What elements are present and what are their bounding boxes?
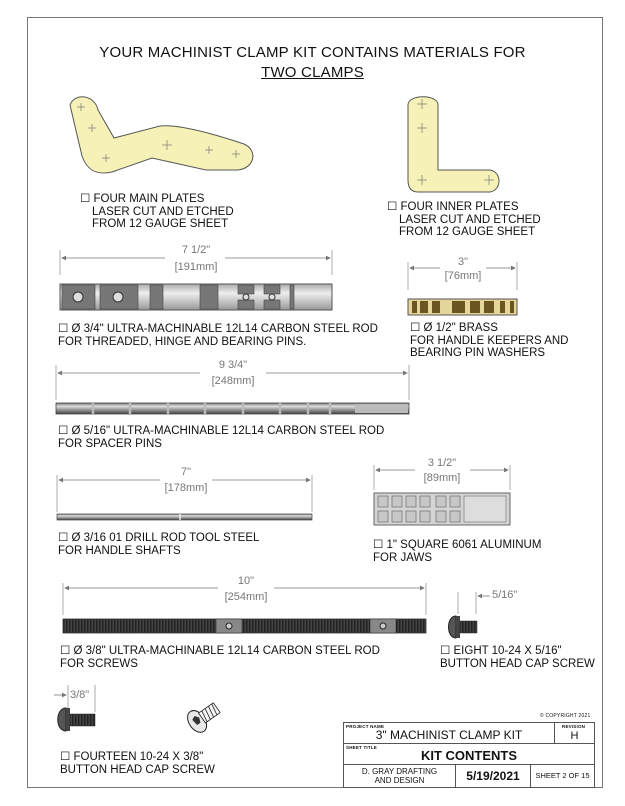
rod-38-label: ☐ Ø 3/8" ULTRA-MACHINABLE 12L14 CARBON STEEL ROD FOR SCREWS <box>60 645 380 670</box>
rod-38-dim-in: 10" <box>237 575 255 587</box>
screw-516-label: ☐ EIGHT 10-24 X 5/16" BUTTON HEAD CAP SCREW <box>440 645 595 670</box>
sheet-title: KIT CONTENTS <box>420 748 518 763</box>
sheet-title-label: SHEET TITLE <box>346 745 377 750</box>
drill-rod-label: ☐ Ø 3/16 01 DRILL ROD TOOL STEEL FOR HANDLE SHAFTS <box>58 532 260 557</box>
brass-dim-mm: [76mm] <box>444 270 482 282</box>
screw-516-dim: 5/16" <box>492 589 518 601</box>
project-name: 3" MACHINIST CLAMP KIT <box>375 728 523 742</box>
page-heading: YOUR MACHINIST CLAMP KIT CONTAINS MATERIALS FOR <box>99 44 526 61</box>
copyright: © COPYRIGHT 2021 <box>540 713 591 719</box>
brass-label: ☐ Ø 1/2" BRASS FOR HANDLE KEEPERS AND BEARING PIN WASHERS <box>410 322 569 359</box>
main-plate-shape <box>70 97 253 173</box>
rod-516-shape <box>56 365 409 414</box>
screw-516-shape <box>449 592 491 638</box>
rod-38-dim-mm: [254mm] <box>224 591 268 603</box>
page-subheading: TWO CLAMPS <box>261 64 364 81</box>
sheet-number: SHEET 2 OF 15 <box>535 771 590 780</box>
inner-plate-shape <box>408 97 499 192</box>
revision-label: REVISION <box>562 724 586 729</box>
aluminum-dim-in: 3 1/2" <box>427 457 457 469</box>
author: D. GRAY DRAFTING AND DESIGN <box>361 767 438 785</box>
revision-value: H <box>570 730 579 742</box>
rod-516-dim-mm: [248mm] <box>211 375 255 387</box>
screw-38-dim: 3/8" <box>70 689 90 701</box>
screw-38-label: ☐ FOURTEEN 10-24 X 3/8" BUTTON HEAD CAP SCREW <box>60 751 215 776</box>
aluminum-dim-mm: [89mm] <box>423 472 461 484</box>
rod-34-dim-mm: [191mm] <box>174 261 218 273</box>
drill-rod-dim-in: 7" <box>180 466 192 478</box>
inner-plates-label: ☐ FOUR INNER PLATES LASER CUT AND ETCHED FROM 12 GAUGE SHEET <box>387 201 541 238</box>
title-block <box>343 713 595 788</box>
rod-34-shape <box>60 250 332 310</box>
rod-34-dim-in: 7 1/2" <box>181 244 211 256</box>
main-plates-label: ☐ FOUR MAIN PLATES LASER CUT AND ETCHED FROM 12 GAUGE SHEET <box>80 193 234 230</box>
angled-screw-shape <box>184 698 224 736</box>
rod-516-dim-in: 9 3/4" <box>218 359 248 371</box>
brass-dim-in: 3" <box>457 256 469 268</box>
drill-rod-dim-mm: [178mm] <box>164 482 208 494</box>
date: 5/19/2021 <box>466 769 520 783</box>
rod-34-label: ☐ Ø 3/4" ULTRA-MACHINABLE 12L14 CARBON STEEL ROD FOR THREADED, HINGE AND BEARING PINS. <box>58 323 378 348</box>
aluminum-label: ☐ 1" SQUARE 6061 ALUMINUM FOR JAWS <box>373 539 542 564</box>
project-label: PROJECT NAME <box>346 724 385 729</box>
rod-516-label: ☐ Ø 5/16" ULTRA-MACHINABLE 12L14 CARBON STEEL ROD FOR SPACER PINS <box>58 425 385 450</box>
